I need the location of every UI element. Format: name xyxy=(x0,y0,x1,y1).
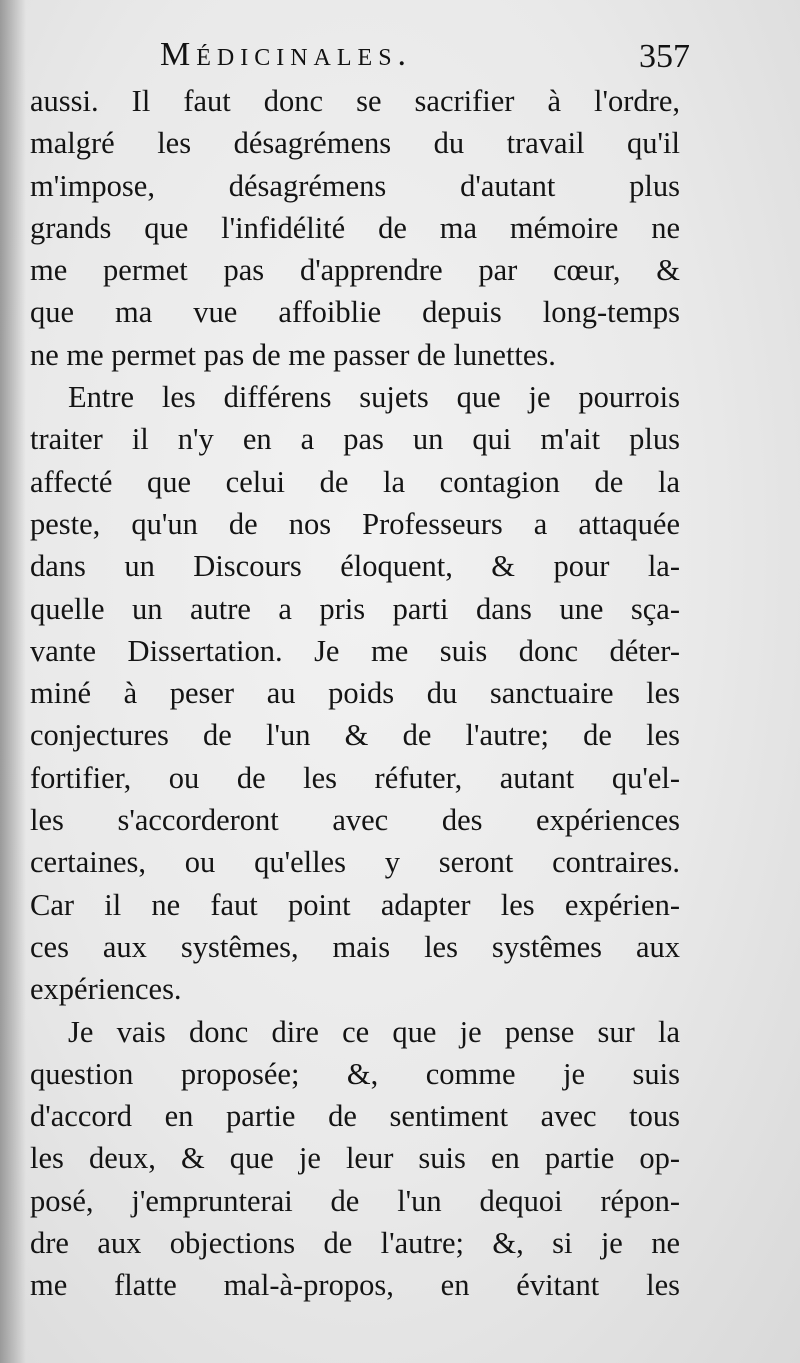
text-line: aussi. Il faut donc se sacrifier à l'ordre, xyxy=(30,84,680,118)
running-head: Médicinales. xyxy=(160,36,413,73)
text-line: m'impose, désagrémens d'autant plus xyxy=(30,168,680,203)
text-line: traiter il n'y en a pas un qui m'ait plus xyxy=(30,422,680,457)
text-line: Je vais donc dire ce que je pense sur la xyxy=(68,1014,680,1049)
text-line: me permet pas d'apprendre par cœur, & xyxy=(30,253,680,288)
text-line: ces aux systêmes, mais les systêmes aux xyxy=(30,929,680,964)
text-line: Car il ne faut point adapter les expérien- xyxy=(30,887,680,922)
text-line: quelle un autre a pris parti dans une sça- xyxy=(30,591,680,626)
text-line: les s'accorderont avec des expériences xyxy=(30,803,680,838)
paragraph-3 xyxy=(30,1011,680,1307)
text-line: vante Dissertation. Je me suis donc déter- xyxy=(30,633,680,668)
text-line: ne me permet pas de me passer de lunettes. xyxy=(30,337,556,372)
paragraph-1 xyxy=(30,80,680,376)
page-edge-shadow xyxy=(0,0,26,1363)
page-number: 357 xyxy=(639,38,690,75)
text-line: certaines, ou qu'elles y seront contraires. xyxy=(30,845,680,880)
text-line: dre aux objections de l'autre; &, si je ne xyxy=(30,1226,680,1261)
text-line: grands que l'infidélité de ma mémoire ne xyxy=(30,210,680,245)
text-line: peste, qu'un de nos Professeurs a attaquée xyxy=(30,506,680,541)
text-line: conjectures de l'un & de l'autre; de les xyxy=(30,718,680,753)
paragraph-2 xyxy=(30,376,680,1010)
text-line: fortifier, ou de les réfuter, autant qu'el- xyxy=(30,760,680,795)
text-line: dans un Discours éloquent, & pour la- xyxy=(30,549,680,584)
text-line: malgré les désagrémens du travail qu'il xyxy=(30,126,680,161)
text-line: question proposée; &, comme je suis xyxy=(30,1056,680,1091)
text-line: affecté que celui de la contagion de la xyxy=(30,464,680,499)
page-header xyxy=(150,28,690,78)
text-line: posé, j'emprunterai de l'un dequoi répon- xyxy=(30,1183,680,1218)
text-line: Entre les différens sujets que je pourrois xyxy=(68,380,680,415)
text-line: que ma vue affoiblie depuis long-temps xyxy=(30,295,680,330)
text-line: miné à peser au poids du sanctuaire les xyxy=(30,676,680,711)
text-line: me flatte mal-à-propos, en évitant les xyxy=(30,1268,680,1303)
text-line: d'accord en partie de sentiment avec tous xyxy=(30,1099,680,1134)
text-line: expériences. xyxy=(30,972,182,1007)
body-text xyxy=(30,80,680,1307)
text-line: les deux, & que je leur suis en partie op- xyxy=(30,1141,680,1176)
